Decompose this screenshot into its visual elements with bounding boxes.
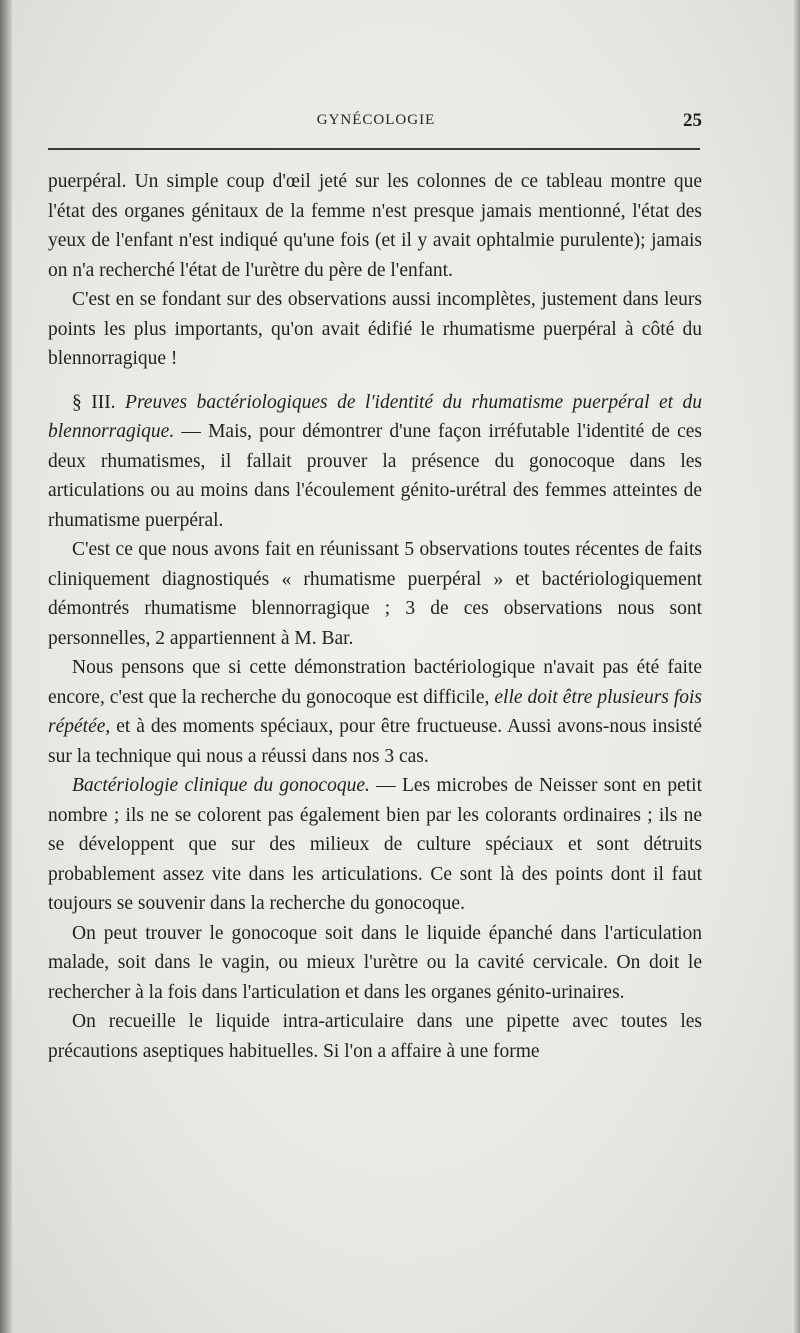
page-header (48, 112, 704, 136)
paragraph-demonstration-italic: elle doit être plusieurs fois répétée, (48, 686, 703, 737)
paragraph-bacteriology (48, 771, 702, 919)
paragraph-demonstration-after: et à des moments spéciaux, pour être fructueuse. Aussi avons-nous insisté sur la technique qui nous a réussi dans nos 3 cas. (48, 716, 702, 767)
running-title: GYNÉCOLOGIE (316, 112, 436, 128)
page-right-edge (792, 0, 800, 1333)
paragraph-1: puerpéral. Un simple coup d'œil jeté sur les colonnes de ce tableau montre que l'état des organes génitaux de la femme n'est presque jamais mentionné, l'état des yeux de l'enfant n'est indiqué qu'une fois (et il y avait ophtalmie purulente); jamais on n'a recherché l'état de l'urètre du père de l'enfant. (48, 171, 702, 281)
paragraph-demonstration-before: Nous pensons que si cette démonstration bactériologique n'avait pas été faite encore, c'est que la recherche du gonocoque est difficile, (48, 657, 702, 708)
section-number: § III. (72, 391, 116, 413)
bacteriology-heading: Bactériologie clinique du gonocoque. (72, 775, 370, 796)
section-title: Preuves bactériologiques de l'identité du rhumatisme puerpéral et du blennorragique. (48, 391, 703, 442)
paragraph-2: C'est en se fondant sur des observations aussi incomplètes, justement dans leurs points les plus importants, qu'on avait édifié le rhumatisme puerpéral à côté du blennorragique ! (48, 289, 702, 369)
section-text: — Mais, pour démontrer d'une façon irréfutable l'identité de ces deux rhumatismes, il fallait prouver la présence du gonocoque dans les articulations ou au moins dans l'écoulement génito-urétral des femmes atteintes de rhumatisme puerpéral. (48, 421, 703, 531)
page-number: 25 (683, 110, 702, 131)
page-left-edge-shadow (0, 0, 12, 1333)
body-text (48, 167, 702, 1066)
paragraph-liquide: On recueille le liquide intra-articulaire dans une pipette avec toutes les précautions aseptiques habituelles. Si l'on a affaire à une forme (48, 1011, 702, 1062)
header-rule (48, 148, 700, 150)
paragraph-gonocoque-location: On peut trouver le gonocoque soit dans le liquide épanché dans l'articulation malade, soit dans le vagin, ou mieux l'urètre ou la cavité cervicale. On doit le rechercher à la fois dans l'articulation et dans les organes génito-urinaires. (48, 922, 702, 1003)
section-paragraph (48, 388, 702, 536)
paragraph-observations: C'est ce que nous avons fait en réunissant 5 observations toutes récentes de faits cliniquement diagnostiqués « rhumatisme puerpéral » et bactériologiquement démontrés rhumatisme blennorragique ; 3 de ces observations nous sont personnelles, 2 appartiennent à M. Bar. (48, 539, 702, 649)
paragraph-demonstration (48, 653, 702, 771)
bacteriology-text: — Les microbes de Neisser sont en petit nombre ; ils ne se colorent pas également bien par les colorants ordinaires ; ils ne se développent que sur des milieux de culture spéciaux et sont détruits probablement assez vite dans les articulations. Ce sont là des points dont il faut toujours se souvenir dans la recherche du gonocoque. (48, 775, 702, 914)
